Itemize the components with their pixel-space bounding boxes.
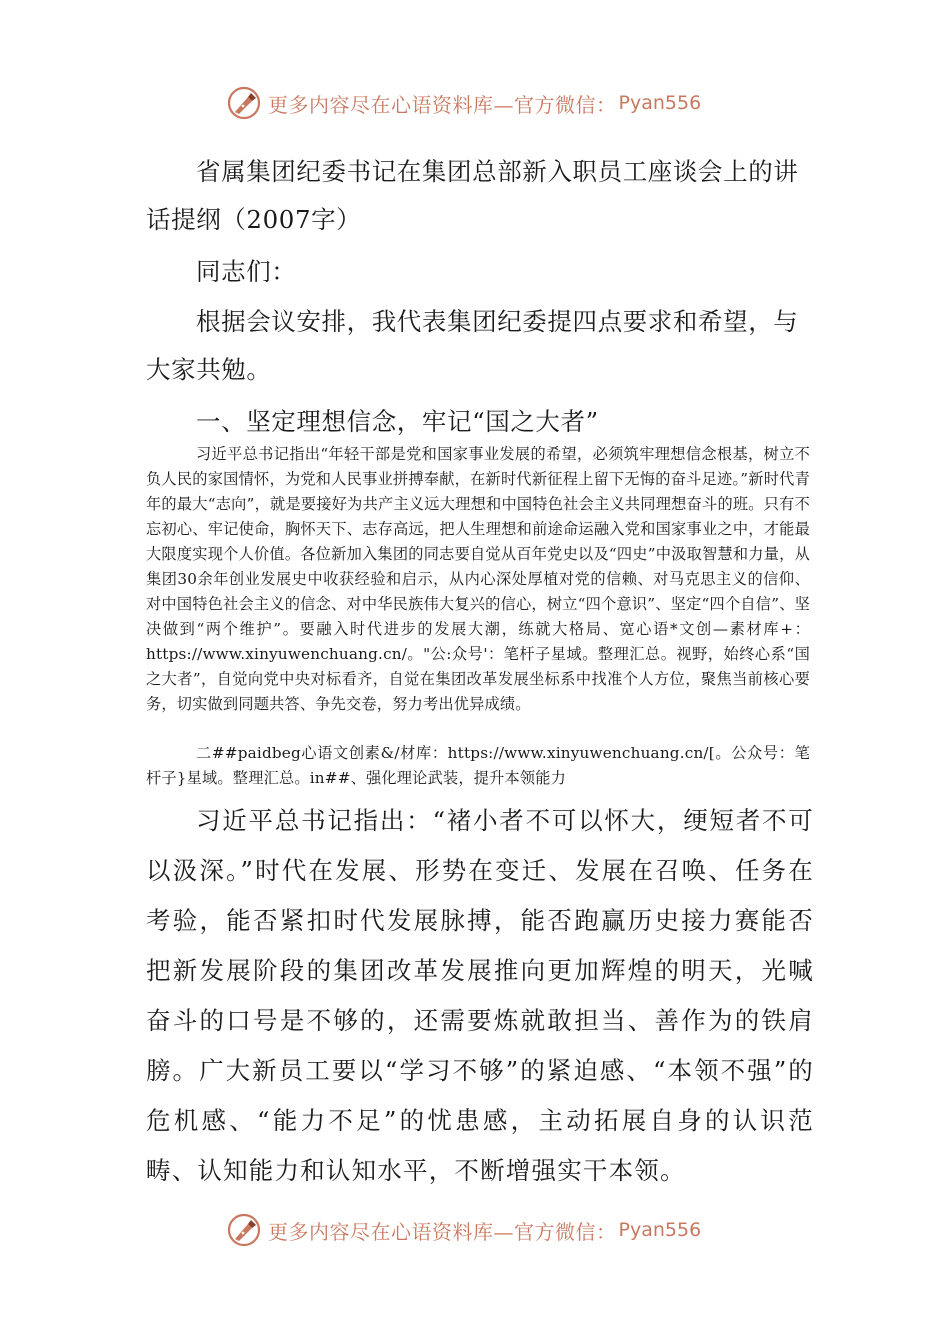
- section-heading-1: 一、坚定理想信念，牢记“国之大者”: [196, 407, 599, 436]
- banner-text: 更多内容尽在心语资料库—官方微信：: [268, 92, 617, 117]
- pen-nib-circle-icon: [226, 85, 262, 121]
- footer-banner: [226, 1209, 746, 1251]
- intro-paragraph: 根据会议安排，我代表集团纪委提四点要求和希望，与大家共勉。: [146, 307, 799, 384]
- paragraph-2: 二##paidbeg心语文创素&/材库：https://www.xinyuwenchuang.cn/[。公众号：笔杆子}星域。整理汇总。in##、强化理论武装，提升本领能力: [146, 744, 810, 787]
- document-title: 省属集团纪委书记在集团总部新入职员工座谈会上的讲话提纲（2007字）: [146, 157, 799, 234]
- paragraph-3: 习近平总书记指出：“褚小者不可以怀大，绠短者不可以汲深。”时代在发展、形势在变迁、发展在召唤、任务在考验，能否紧扣时代发展脉搏，能否跑赢历史接力赛能否把新发展阶段的集团改革发展推向更加辉煌的明天，光喊奋斗的口号是不够的，还需要炼就敢担当、善作为的铁肩膀。广大新员工要以“学习不够”的紧迫感、“本领不强”的危机感、“能力不足”的忧患感，主动拓展自身的认识范畴、认知能力和认知水平，不断增强实干本领。: [146, 806, 814, 1185]
- banner-wechat-id: Pyan556: [618, 1219, 702, 1241]
- pen-nib-circle-icon: [226, 1212, 262, 1248]
- greeting: 同志们：: [196, 257, 297, 286]
- banner-text: 更多内容尽在心语资料库—官方微信：: [268, 1219, 617, 1244]
- paragraph-1: 习近平总书记指出“年轻干部是党和国家事业发展的希望，必须筑牢理想信念根基，树立不负人民的家国情怀，为党和人民事业拼搏奉献，在新时代新征程上留下无悔的奋斗足迹。”新时代青年的最大“志向”，就是要接好为共产主义远大理想和中国特色社会主义共同理想奋斗的班。只有不忘初心、牢记使命，胸怀天下、志存高远，把人生理想和前途命运融入党和国家事业之中，才能最大限度实现个人价值。各位新加入集团的同志要自觉从百年党史以及“四史”中汲取智慧和力量，从集团30余年创业发展史中收获经验和启示，从内心深处厚植对党的信赖、对马克思主义的信仰、对中国特色社会主义的信念、对中华民族伟大复兴的信心，树立“四个意识”、坚定“四个自信”、坚决做到“两个维护”。要融入时代进步的发展大潮，练就大格局、宽心语*文创—素材库+：https://www.xinyuwenchuang.cn/。"公:众号'：笔杆子星域。整理汇总。视野，始终心系“国之大者”，自觉向党中央对标看齐，自觉在集团改革发展坐标系中找准个人方位，聚焦当前核心要务，切实做到同题共答、争先交卷，努力考出优异成绩。: [146, 445, 810, 713]
- banner-wechat-id: Pyan556: [618, 92, 702, 114]
- header-banner: [226, 82, 746, 124]
